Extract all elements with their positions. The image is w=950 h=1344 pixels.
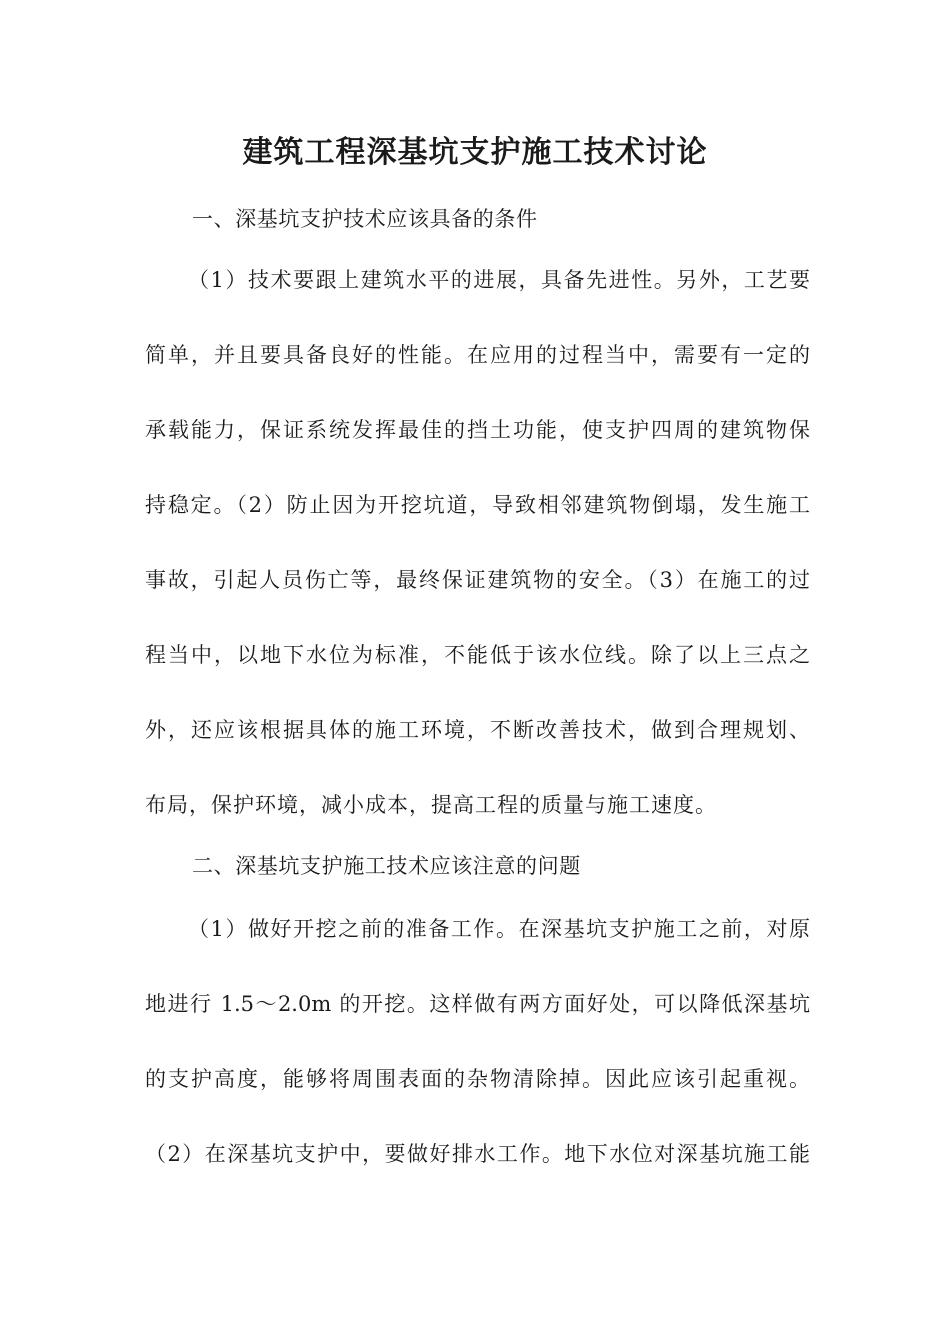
paragraph-line: （2）在深基坑支护中，要做好排水工作。地下水位对深基坑施工能: [145, 1142, 810, 1166]
paragraph-line: 的支护高度，能够将周围表面的杂物清除掉。因此应该引起重视。: [145, 1067, 810, 1091]
paragraph-line: 布局，保护环境，减小成本，提高工程的质量与施工速度。: [145, 793, 717, 817]
paragraph-line: 程当中，以地下水位为标准，不能低于该水位线。除了以上三点之: [145, 643, 810, 667]
paragraph-line: （1）技术要跟上建筑水平的进展，具备先进性。另外，工艺要: [188, 268, 810, 292]
paragraph-line: 外，还应该根据具体的施工环境，不断改善技术，做到合理规划、: [145, 718, 810, 742]
paragraph-line: 持稳定。（2）防止因为开挖坑道，导致相邻建筑物倒塌，发生施工: [145, 493, 810, 517]
section-heading-2: 二、深基坑支护施工技术应该注意的问题: [192, 854, 581, 878]
document-title: 建筑工程深基坑支护施工技术讨论: [242, 135, 708, 170]
paragraph-line: 承载能力，保证系统发挥最佳的挡土功能，使支护四周的建筑物保: [145, 418, 810, 442]
paragraph-line: 事故，引起人员伤亡等，最终保证建筑物的安全。（3）在施工的过: [145, 568, 810, 592]
paragraph-line: （1）做好开挖之前的准备工作。在深基坑支护施工之前，对原: [188, 917, 810, 941]
paragraph-line: 地进行 1.5～2.0m 的开挖。这样做有两方面好处，可以降低深基坑: [145, 992, 810, 1016]
paragraph-line: 简单，并且要具备良好的性能。在应用的过程当中，需要有一定的: [145, 343, 810, 367]
section-heading-1: 一、深基坑支护技术应该具备的条件: [192, 207, 538, 231]
